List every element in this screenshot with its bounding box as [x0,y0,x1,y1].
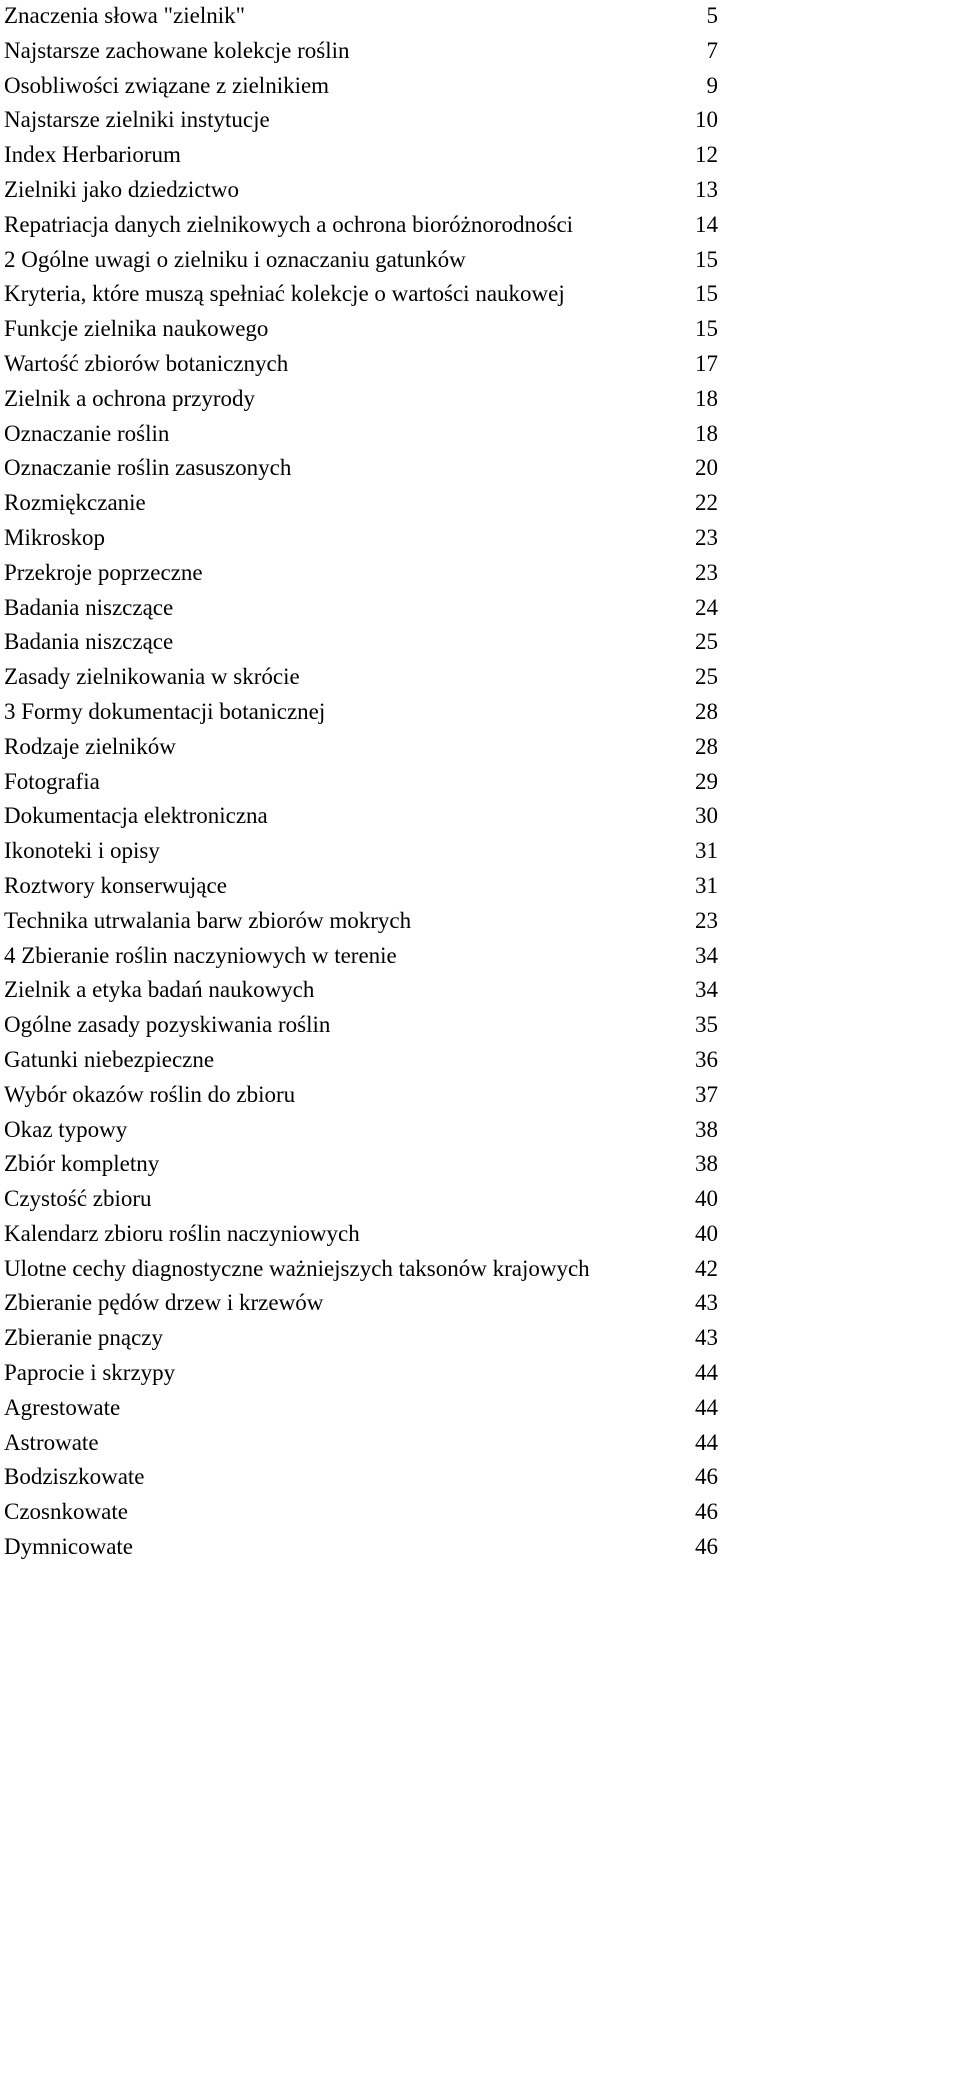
toc-entry-title: 2 Ogólne uwagi o zielniku i oznaczaniu gatunków [4,246,466,272]
toc-entry [4,0,718,35]
toc-entry [4,626,718,661]
toc-entry-page-number: 23 [695,559,718,585]
toc-entry [4,244,718,279]
toc-entry-page-number: 40 [695,1220,718,1246]
toc-entry [4,835,718,870]
toc-entry-page-number: 23 [695,524,718,550]
toc-entry-title: Gatunki niebezpieczne [4,1046,215,1072]
toc-entry [4,1461,718,1496]
toc-entry-title: Fotografia [4,768,100,794]
toc-entry-page-number: 46 [695,1464,718,1490]
toc-entry-title: Dymnicowate [4,1534,134,1560]
toc-entry [4,974,718,1009]
toc-entry-page-number: 28 [695,733,718,759]
toc-entry-page-number: 38 [695,1116,718,1142]
toc-entry-page-number: 14 [695,211,718,237]
toc-entry-title: Ogólne zasady pozyskiwania roślin [4,1012,331,1038]
toc-entry-page-number: 43 [695,1325,718,1351]
toc-entry-title: Index Herbariorum [4,142,181,168]
toc-entry [4,1009,718,1044]
toc-entry [4,800,718,835]
toc-entry-title: Wybór okazów roślin do zbioru [4,1081,296,1107]
toc-entry-page-number: 15 [695,281,718,307]
toc-entry-page-number: 46 [695,1499,718,1525]
toc-entry-page-number: 18 [695,385,718,411]
toc-entry [4,418,718,453]
toc-entry [4,870,718,905]
toc-entry-page-number: 10 [695,107,718,133]
toc-entry-page-number: 15 [695,316,718,342]
toc-entry-title: Najstarsze zielniki instytucje [4,107,270,133]
toc-entry-page-number: 18 [695,420,718,446]
toc-entry-title: 3 Formy dokumentacji botanicznej [4,698,326,724]
toc-entry-page-number: 40 [695,1186,718,1212]
toc-entry-page-number: 44 [695,1394,718,1420]
toc-entry-page-number: 31 [695,872,718,898]
toc-entry-page-number: 29 [695,768,718,794]
toc-entry-title: Funkcje zielnika naukowego [4,316,269,342]
toc-entry [4,766,718,801]
toc-entry-page-number: 25 [695,664,718,690]
toc-entry [4,1427,718,1462]
toc-entry [4,1531,718,1566]
toc-entry-title: 4 Zbieranie roślin naczyniowych w terenie [4,942,397,968]
toc-entry-page-number: 44 [695,1360,718,1386]
table-of-contents [4,0,718,1566]
toc-entry-page-number: 15 [695,246,718,272]
toc-entry [4,1496,718,1531]
toc-entry-title: Badania niszczące [4,629,174,655]
toc-entry-page-number: 7 [706,37,718,63]
toc-entry-title: Mikroskop [4,524,105,550]
toc-entry-page-number: 44 [695,1429,718,1455]
toc-entry [4,487,718,522]
toc-entry-page-number: 42 [695,1255,718,1281]
toc-entry [4,1079,718,1114]
toc-entry-page-number: 34 [695,942,718,968]
toc-entry-page-number: 34 [695,977,718,1003]
toc-entry [4,1322,718,1357]
toc-entry-title: Zasady zielnikowania w skrócie [4,664,300,690]
toc-entry-title: Czosnkowate [4,1499,128,1525]
toc-entry-page-number: 25 [695,629,718,655]
toc-entry-page-number: 43 [695,1290,718,1316]
toc-entry-title: Znaczenia słowa "zielnik" [4,3,246,28]
toc-entry-page-number: 31 [695,838,718,864]
toc-entry-page-number: 9 [706,72,718,98]
toc-entry [4,1044,718,1079]
toc-entry-page-number: 36 [695,1046,718,1072]
toc-entry-title: Ikonoteki i opisy [4,838,160,864]
toc-entry-title: Technika utrwalania barw zbiorów mokrych [4,907,412,933]
toc-entry-page-number: 5 [706,3,718,28]
toc-entry-page-number: 38 [695,1151,718,1177]
toc-entry [4,731,718,766]
toc-entry-title: Kalendarz zbioru roślin naczyniowych [4,1220,360,1246]
toc-entry-page-number: 46 [695,1534,718,1560]
toc-entry-title: Zbieranie pędów drzew i krzewów [4,1290,324,1316]
toc-entry [4,1148,718,1183]
toc-entry-page-number: 23 [695,907,718,933]
toc-entry-title: Osobliwości związane z zielnikiem [4,72,330,98]
toc-entry-title: Zielniki jako dziedzictwo [4,176,240,202]
toc-entry-page-number: 37 [695,1081,718,1107]
toc-entry-page-number: 28 [695,698,718,724]
toc-entry-title: Repatriacja danych zielnikowych a ochrona bioróżnorodności [4,211,574,237]
toc-entry [4,1392,718,1427]
toc-entry-title: Ulotne cechy diagnostyczne ważniejszych taksonów krajowych [4,1255,590,1281]
toc-entry-title: Okaz typowy [4,1116,128,1142]
toc-entry-title: Czystość zbioru [4,1186,152,1212]
toc-entry [4,696,718,731]
toc-entry-title: Rodzaje zielników [4,733,176,759]
toc-entry [4,1218,718,1253]
toc-entry [4,905,718,940]
toc-entry [4,104,718,139]
toc-entry [4,452,718,487]
toc-entry-page-number: 13 [695,176,718,202]
toc-entry-title: Rozmiękczanie [4,490,146,516]
toc-entry [4,1183,718,1218]
toc-entry-title: Zbiór kompletny [4,1151,160,1177]
toc-entry-title: Bodziszkowate [4,1464,145,1490]
toc-entry-title: Paprocie i skrzypy [4,1360,176,1386]
toc-entry-page-number: 20 [695,455,718,481]
toc-entry-title: Kryteria, które muszą spełniać kolekcje o wartości naukowej [4,281,565,307]
toc-entry [4,557,718,592]
toc-entry-title: Badania niszczące [4,594,174,620]
toc-entry-title: Agrestowate [4,1394,121,1420]
toc-entry-page-number: 35 [695,1012,718,1038]
toc-entry [4,522,718,557]
toc-entry-page-number: 30 [695,803,718,829]
toc-entry-title: Dokumentacja elektroniczna [4,803,268,829]
toc-entry [4,1253,718,1288]
toc-entry [4,1287,718,1322]
toc-entry-title: Zielnik a ochrona przyrody [4,385,255,411]
toc-entry [4,661,718,696]
toc-entry [4,1114,718,1149]
toc-entry-title: Najstarsze zachowane kolekcje roślin [4,37,350,63]
toc-entry-title: Wartość zbiorów botanicznych [4,350,289,376]
toc-entry [4,35,718,70]
toc-entry [4,940,718,975]
toc-entry [4,348,718,383]
toc-entry [4,70,718,105]
toc-entry [4,174,718,209]
toc-entry-title: Roztwory konserwujące [4,872,227,898]
toc-entry-page-number: 24 [695,594,718,620]
toc-entry-title: Astrowate [4,1429,99,1455]
toc-entry-title: Zielnik a etyka badań naukowych [4,977,315,1003]
toc-entry [4,278,718,313]
toc-entry-page-number: 17 [695,350,718,376]
toc-entry [4,209,718,244]
toc-entry-title: Oznaczanie roślin [4,420,170,446]
toc-entry [4,592,718,627]
toc-entry-title: Przekroje poprzeczne [4,559,203,585]
toc-entry [4,139,718,174]
toc-entry [4,1357,718,1392]
toc-entry-title: Oznaczanie roślin zasuszonych [4,455,292,481]
toc-entry [4,313,718,348]
toc-entry [4,383,718,418]
toc-entry-page-number: 12 [695,142,718,168]
toc-entry-page-number: 22 [695,490,718,516]
toc-entry-title: Zbieranie pnączy [4,1325,163,1351]
